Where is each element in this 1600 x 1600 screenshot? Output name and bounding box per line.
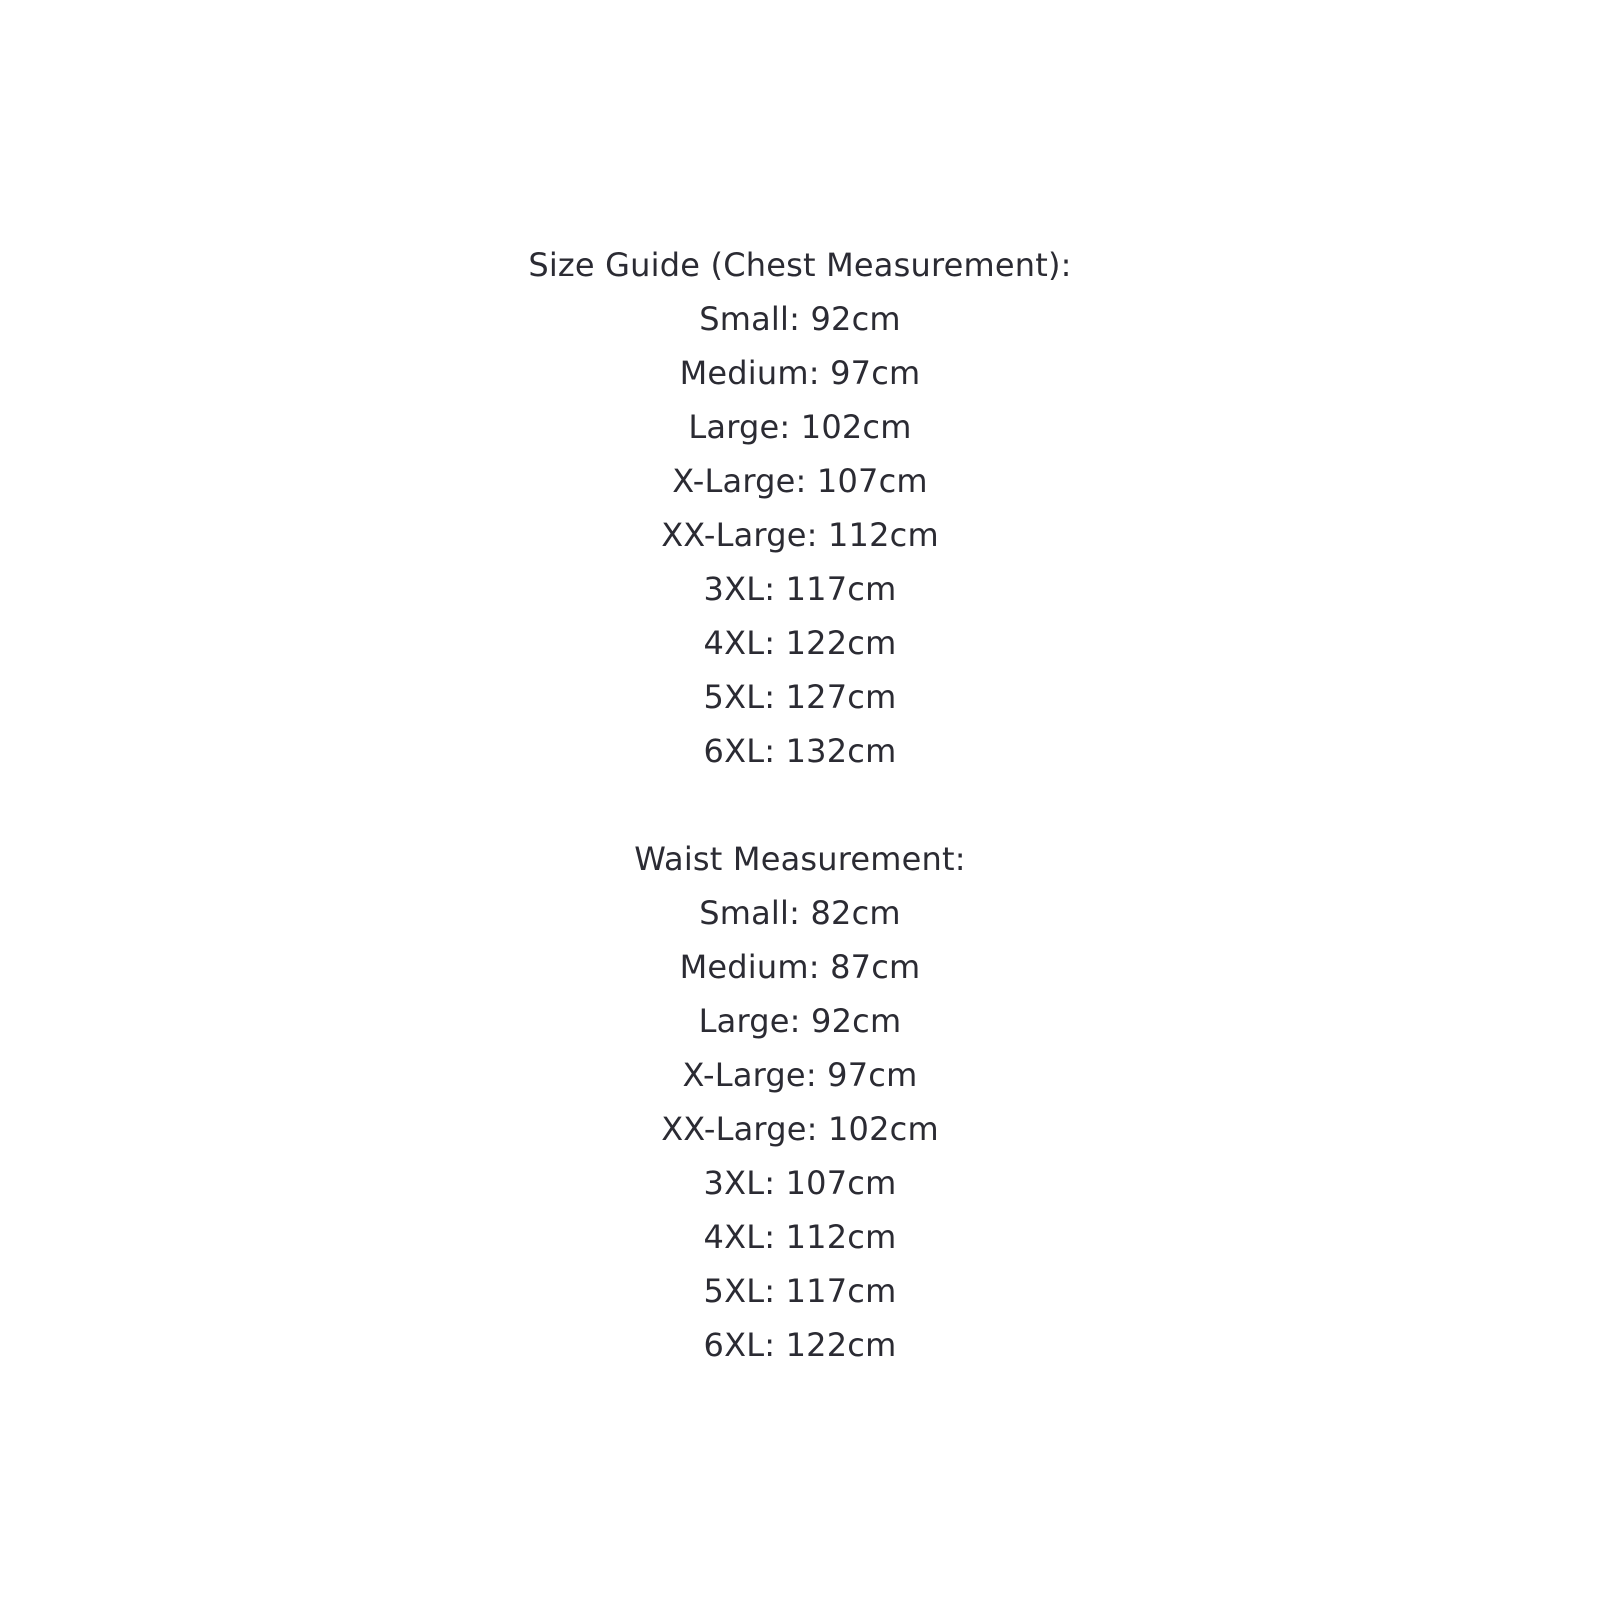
waist-size-row: Medium: 87cm [679, 948, 921, 986]
waist-size-row: 3XL: 107cm [703, 1164, 897, 1202]
waist-size-row: X-Large: 97cm [682, 1056, 918, 1094]
chest-size-row: Medium: 97cm [679, 354, 921, 392]
waist-measurement-section [0, 832, 1600, 1372]
waist-size-row: Small: 82cm [699, 894, 901, 932]
waist-size-row: 6XL: 122cm [703, 1326, 897, 1364]
chest-size-row: 6XL: 132cm [703, 732, 897, 770]
chest-size-row: 5XL: 127cm [703, 678, 897, 716]
waist-size-row: 5XL: 117cm [703, 1272, 897, 1310]
chest-size-row: Large: 102cm [688, 408, 912, 446]
waist-size-row: Large: 92cm [698, 1002, 902, 1040]
waist-size-row: 4XL: 112cm [703, 1218, 897, 1256]
chest-size-row: X-Large: 107cm [672, 462, 928, 500]
chest-size-row: 4XL: 122cm [703, 624, 897, 662]
chest-section-heading: Size Guide (Chest Measurement): [528, 246, 1072, 284]
chest-size-row: 3XL: 117cm [703, 570, 897, 608]
waist-section-heading: Waist Measurement: [634, 840, 966, 878]
chest-size-row: XX-Large: 112cm [661, 516, 939, 554]
waist-size-row: XX-Large: 102cm [661, 1110, 939, 1148]
chest-measurement-section [0, 238, 1600, 778]
chest-size-row: Small: 92cm [699, 300, 901, 338]
